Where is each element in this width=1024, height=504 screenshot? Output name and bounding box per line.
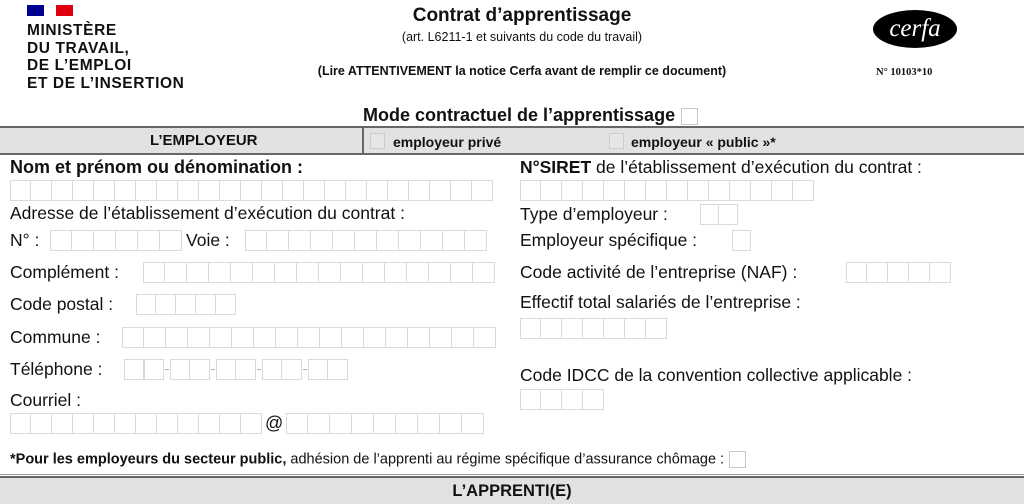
naf-code-field[interactable] <box>846 262 951 283</box>
private-employer-label: employeur privé <box>393 134 502 150</box>
ministry-line: DU TRAVAIL, <box>27 39 130 57</box>
cerfa-logo: cerfa <box>873 10 957 48</box>
email-domain-field[interactable] <box>286 413 484 434</box>
phone-label: Téléphone : <box>10 359 103 379</box>
employer-section-title: L’EMPLOYEUR <box>150 132 258 149</box>
phone-field[interactable] <box>124 359 348 380</box>
public-sector-footnote: *Pour les employeurs du secteur public, adhésion de l’apprenti au régime spécifique d’assurance chômage : <box>10 451 746 468</box>
city-label: Commune : <box>10 327 101 347</box>
private-employer-checkbox[interactable] <box>370 133 385 149</box>
email-at-sign: @ <box>265 413 284 433</box>
postal-code-label: Code postal : <box>10 294 114 314</box>
public-employer-label: employeur « public »* <box>631 134 776 150</box>
specific-employer-label: Employeur spécifique : <box>520 230 698 250</box>
street-number-field[interactable] <box>50 230 182 251</box>
cerfa-number: N° 10103*10 <box>876 67 933 78</box>
complement-field[interactable] <box>143 262 495 283</box>
siret-field[interactable] <box>520 180 814 201</box>
staff-count-field[interactable] <box>520 318 667 339</box>
contract-mode-checkbox[interactable] <box>681 108 698 125</box>
apprentice-section-title: L’APPRENTI(E) <box>452 482 572 500</box>
siret-label: N°SIRET de l’établissement d’exécution du contrat : <box>520 157 922 177</box>
complement-label: Complément : <box>10 262 119 282</box>
form-title: Contrat d’apprentissage <box>412 5 632 26</box>
public-employer-checkbox[interactable] <box>609 133 624 149</box>
ministry-line: DE L’EMPLOI <box>27 57 132 74</box>
employer-name-field[interactable] <box>10 180 493 201</box>
street-label: Voie : <box>186 230 230 250</box>
street-number-label: N° : <box>10 230 40 250</box>
staff-count-label: Effectif total salariés de l’entreprise : <box>520 292 801 312</box>
ministry-line: ET DE L’INSERTION <box>27 74 185 92</box>
unemployment-insurance-checkbox[interactable] <box>729 451 746 468</box>
contract-mode <box>363 105 698 126</box>
postal-code-field[interactable] <box>136 294 236 315</box>
city-field[interactable] <box>122 327 496 348</box>
apprentice-section-header <box>0 476 1024 504</box>
ministry-line: MINISTÈRE <box>27 22 117 39</box>
email-label: Courriel : <box>10 390 81 410</box>
employer-type-label: Type d’employeur : <box>520 204 668 224</box>
specific-employer-field[interactable] <box>732 230 751 251</box>
idcc-code-field[interactable] <box>520 389 604 410</box>
naf-code-label: Code activité de l’entreprise (NAF) : <box>520 262 798 282</box>
email-local-field[interactable] <box>10 413 262 434</box>
street-field[interactable] <box>245 230 487 251</box>
employer-section-header <box>0 126 1024 155</box>
employer-name-label: Nom et prénom ou dénomination : <box>10 157 303 177</box>
form-subtitle: (art. L6211-1 et suivants du code du travail) <box>401 30 643 44</box>
employer-type-field[interactable] <box>700 204 738 225</box>
address-label: Adresse de l’établissement d’exécution du contrat : <box>10 203 405 223</box>
form-notice: (Lire ATTENTIVEMENT la notice Cerfa avant de remplir ce document) <box>317 64 727 78</box>
contract-mode-label: Mode contractuel de l’apprentissage <box>363 105 676 125</box>
idcc-code-label: Code IDCC de la convention collective applicable : <box>520 365 913 385</box>
